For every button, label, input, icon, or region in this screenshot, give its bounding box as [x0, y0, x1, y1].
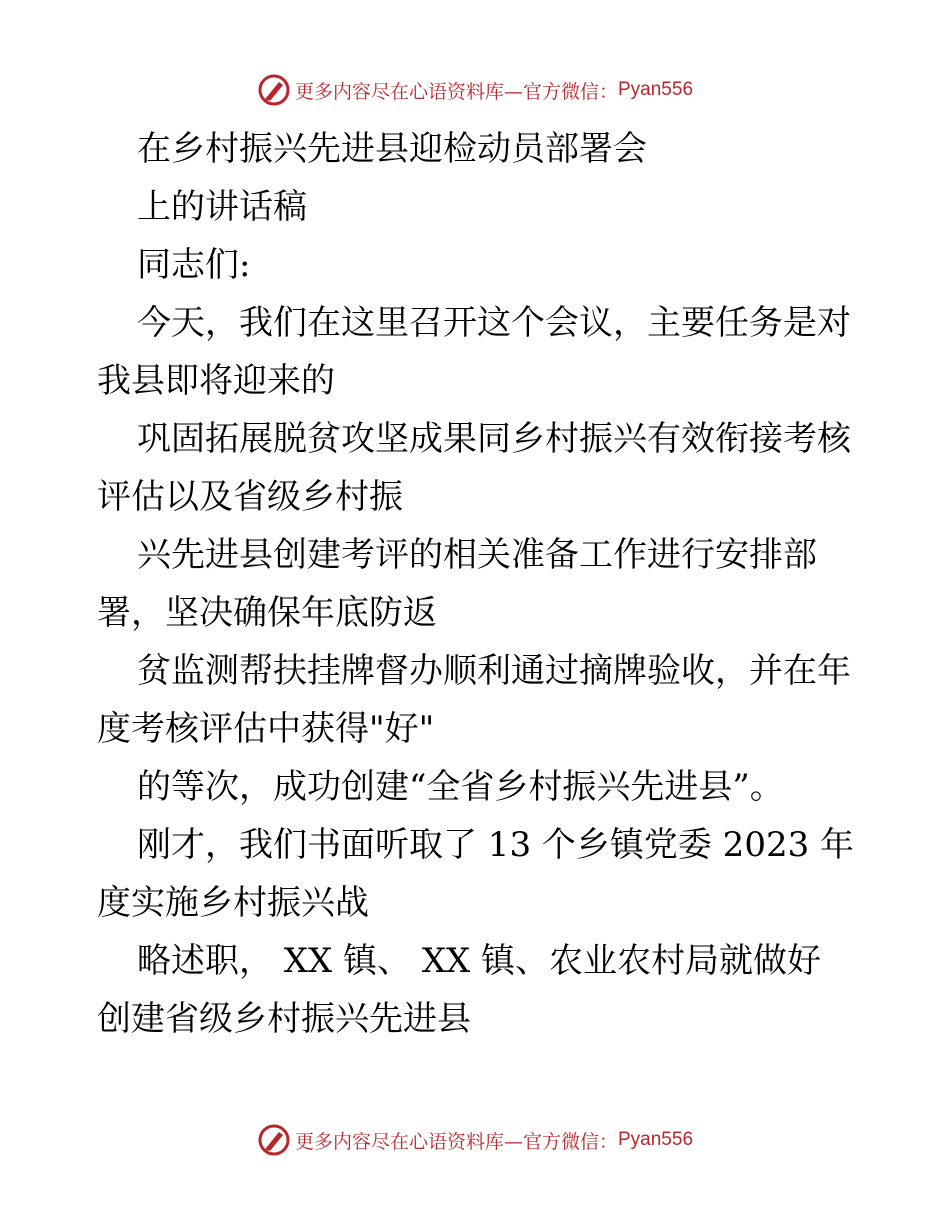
text-line: 上的讲话稿 — [137, 187, 307, 227]
pen-seal-icon — [257, 73, 291, 107]
text-line: 兴先进县创建考评的相关准备工作进行安排部 — [137, 535, 817, 575]
text-line: 我县即将迎来的 — [97, 361, 335, 401]
watermark-footer — [0, 1120, 950, 1160]
watermark-text: 更多内容尽在心语资料库—官方微信： — [294, 1130, 618, 1153]
watermark-wechat-id: Pyan556 — [618, 1129, 694, 1150]
text-line: 略述职， XX 镇、 XX 镇、农业农村局就做好 — [137, 941, 822, 981]
text-line: 巩固拓展脱贫攻坚成果同乡村振兴有效衔接考核 — [137, 419, 851, 459]
text-line: 刚才，我们书面听取了 13 个乡镇党委 2023 年 — [137, 825, 855, 865]
text-line: 评估以及省级乡村振 — [97, 477, 403, 517]
text-line: 的等次，成功创建“全省乡村振兴先进县”。 — [137, 767, 784, 807]
watermark-header — [0, 70, 950, 110]
text-line: 贫监测帮扶挂牌督办顺利通过摘牌验收，并在年 — [137, 651, 851, 691]
text-line: 创建省级乡村振兴先进县 — [97, 999, 471, 1039]
text-line: 度实施乡村振兴战 — [97, 883, 369, 923]
text-line: 度考核评估中获得"好" — [97, 709, 435, 749]
text-line: 署，坚决确保年底防返 — [97, 593, 437, 633]
pen-seal-icon — [257, 1123, 291, 1157]
watermark-text: 更多内容尽在心语资料库—官方微信： — [294, 80, 618, 103]
text-line: 今天，我们在这里召开这个会议，主要任务是对 — [137, 303, 851, 343]
watermark-wechat-id: Pyan556 — [618, 79, 694, 100]
text-line: 在乡村振兴先进县迎检动员部署会 — [137, 129, 647, 169]
document-body — [97, 120, 857, 1048]
text-line: 同志们: — [137, 245, 251, 285]
